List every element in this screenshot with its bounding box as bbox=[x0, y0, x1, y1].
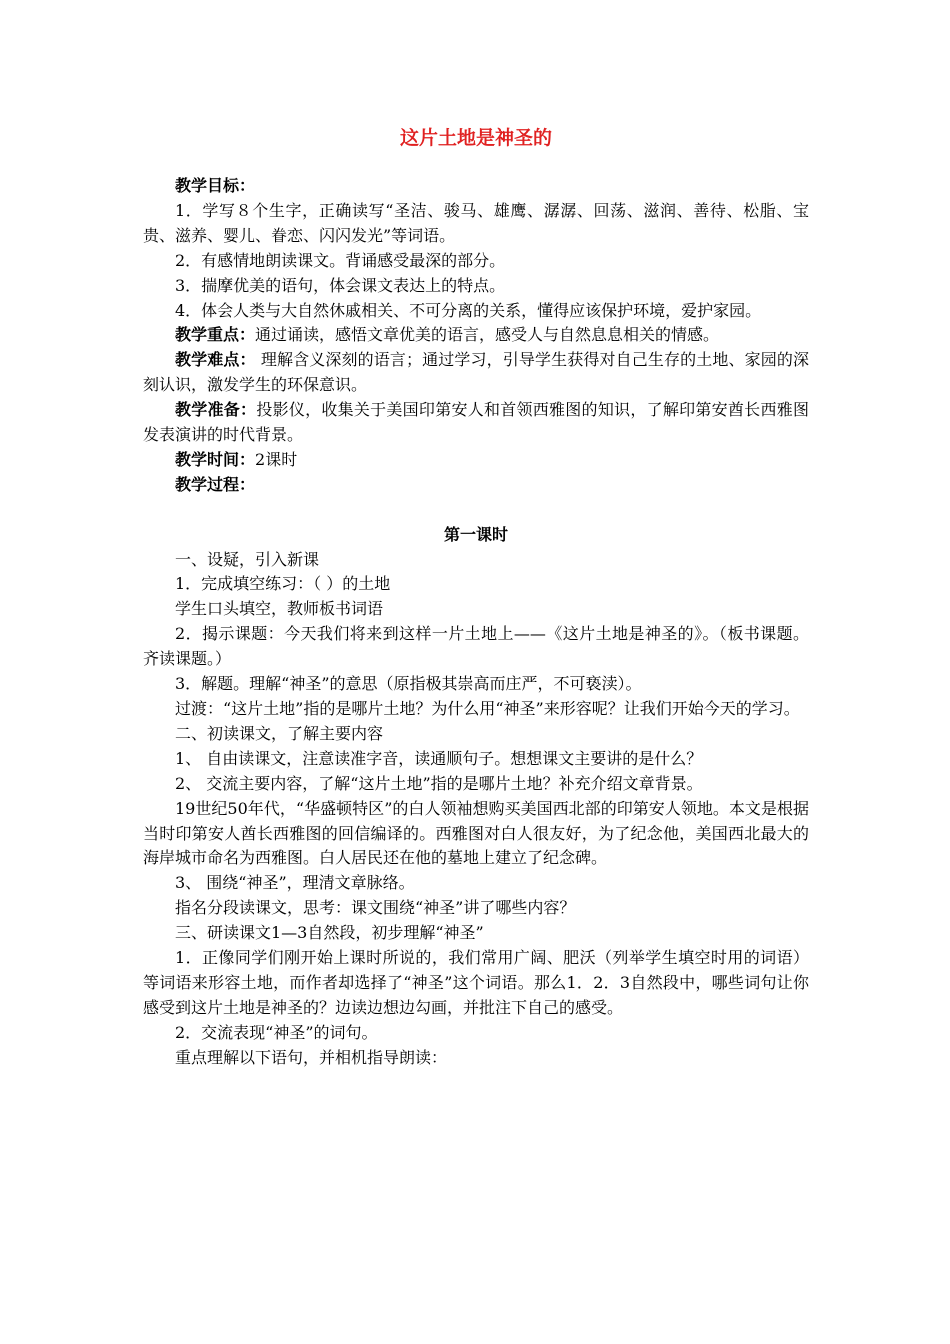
key-text: 通过诵读，感悟文章优美的语言，感受人与自然息息相关的情感。 bbox=[255, 325, 720, 345]
process-paragraph bbox=[143, 473, 809, 498]
time-label: 教学时间： bbox=[175, 449, 256, 469]
lesson-paragraph: 2．交流表现“神圣”的词句。 bbox=[175, 1022, 378, 1042]
prep-label: 教学准备： bbox=[175, 400, 257, 420]
spacer bbox=[143, 498, 809, 523]
time-paragraph bbox=[143, 448, 809, 473]
key-point-paragraph bbox=[143, 323, 809, 348]
document-body bbox=[143, 174, 809, 1071]
lesson-paragraph: 19世纪50年代，“华盛顿特区”的白人领袖想购买美国西北部的印第安人领地。本文是根据当时印第安人酋长西雅图的回信编译的。西雅图对白人很友好，为了纪念他，美国西北最大的海岸城市命名为西雅图。白人居民还在他的墓地上建立了纪念碑。 bbox=[143, 798, 809, 868]
key-label: 教学重点： bbox=[175, 325, 256, 345]
difficulty-text: 理解含义深刻的语言；通过学习，引导学生获得对自己生存的土地、家园的深刻认识，激发学生的环保意识。 bbox=[143, 350, 809, 395]
difficulty-paragraph bbox=[143, 348, 809, 398]
difficulty-label: 教学难点： bbox=[175, 350, 256, 370]
lesson-paragraph: 过渡：“这片土地”指的是哪片土地？为什么用“神圣”来形容呢？让我们开始今天的学习。 bbox=[175, 699, 800, 719]
lesson-paragraph: 3．解题。理解“神圣”的意思（原指极其崇高而庄严，不可亵渎）。 bbox=[175, 674, 642, 694]
objectives-label: 教学目标： bbox=[175, 176, 256, 195]
lesson-paragraph: 指名分段读课文，思考：课文围绕“神圣”讲了哪些内容？ bbox=[175, 898, 576, 918]
lesson-paragraph: 3、 围绕“神圣”，理清文章脉络。 bbox=[175, 873, 415, 893]
objective-item: 2．有感情地朗读课文。背诵感受最深的部分。 bbox=[175, 250, 506, 270]
lesson-paragraph: 学生口头填空，教师板书词语 bbox=[175, 599, 384, 619]
lesson-paragraph: 1、 自由读课文，注意读准字音，读通顺句子。想想课文主要讲的是什么？ bbox=[175, 748, 703, 768]
process-label: 教学过程： bbox=[175, 474, 256, 494]
lesson-paragraph: 二、初读课文，了解主要内容 bbox=[175, 723, 384, 743]
document-title: 这片土地是神圣的 bbox=[399, 127, 552, 149]
lesson-paragraph: 1．正像同学们刚开始上课时所说的，我们常用广阔、肥沃（列举学生填空时用的词语）等词语来形容土地，而作者却选择了“神圣”这个词语。那么1．2．3自然段中，哪些词句让你感受到这片土地是神圣的？边读边想边勾画，并批注下自己的感受。 bbox=[143, 948, 809, 1017]
objective-item: 3．揣摩优美的语句，体会课文表达上的特点。 bbox=[175, 275, 506, 295]
lesson-paragraph: 1．完成填空练习：（ ）的土地 bbox=[175, 574, 391, 594]
lesson-paragraph: 2．揭示课题：今天我们将来到这样一片土地上——《这片土地是神圣的》。（板书课题。齐读课题。） bbox=[143, 624, 809, 669]
objectives-heading bbox=[143, 174, 809, 199]
objective-item: 1．学写８个生字，正确读写“圣洁、骏马、雄鹰、潺潺、回荡、滋润、善待、松脂、宝贵、滋养、婴儿、眷恋、闪闪发光”等词语。 bbox=[143, 200, 809, 245]
lesson-paragraph: 重点理解以下语句，并相机指导朗读： bbox=[175, 1047, 448, 1067]
objective-item: 4．体会人类与大自然休戚相关、不可分离的关系，懂得应该保护环境，爱护家园。 bbox=[175, 300, 762, 320]
lesson-paragraph: 一、设疑，引入新课 bbox=[175, 549, 320, 569]
lesson-paragraph: 2、 交流主要内容，了解“这片土地”指的是哪片土地？补充介绍文章背景。 bbox=[175, 773, 703, 793]
time-text: 2课时 bbox=[255, 449, 298, 469]
lesson-heading: 第一课时 bbox=[443, 524, 508, 544]
prep-text: 投影仪，收集关于美国印第安人和首领西雅图的知识，了解印第安酋长西雅图发表演讲的时代背景。 bbox=[143, 400, 809, 445]
lesson-paragraph: 三、研读课文1—3自然段，初步理解“神圣” bbox=[175, 923, 484, 943]
prep-paragraph bbox=[143, 398, 809, 448]
